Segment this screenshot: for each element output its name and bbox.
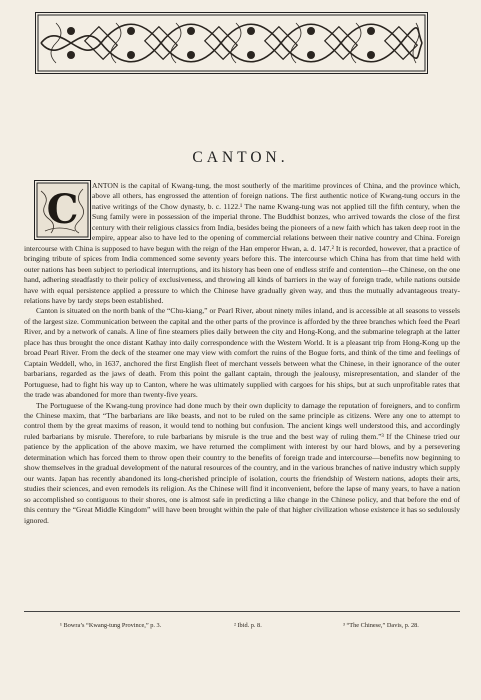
drop-cap-letter: C xyxy=(46,186,79,233)
footnote-1: ¹ Bowra’s “Kwang-tung Province,” p. 3. xyxy=(60,622,162,629)
lead-word: ANTON xyxy=(92,181,119,190)
article-body xyxy=(24,181,460,526)
footnote-2: ² Ibid. p. 8. xyxy=(234,622,262,629)
paragraph-2: Canton is situated on the north bank of the “Chu-kiang,” or Pearl River, about ninety miles inland, and is accessible at all seasons to vessels of the largest size. Communication between the capital and the other parts of the province is afforded by the three branches which feed the Pearl River, and by a network of canals. A line of fine steamers plies daily between the city and Hong-Kong, and the submarine telegraph at the latter place has thus brought the once distant Kathay into daily correspondence with the Western World. It is a pleasant trip from Hong-Kong up the broad Pearl River. From the deck of the steamer one may view with comfort the ruins of the Bogue forts, and think of the time and feelings of Captain Weddell, who, in 1637, anchored the first English fleet of merchant vessels between what the Chinese, in their ignorance of the outer barbarians, regarded as the jaws of death. From this point the gallant captain, through the jealousy, misrepresentation, and slander of the Portuguese, had to fight his way up to Canton, where he was ultimately supplied with cargoes for his ships, but at such unprofitable rates that the trade was abandoned for more than twenty-five years. xyxy=(24,306,460,400)
page-title: CANTON. xyxy=(192,149,289,166)
footnotes xyxy=(0,622,481,636)
paragraph-3: The Portuguese of the Kwang-tung province had done much by their own duplicity to damage the reputation of foreigners, and to confirm the Chinese maxim, that “The barbarians are like beasts, and not to be ruled on the same principle as citizens. Were any one to attempt to control them by the great maxims of reason, it would tend to nothing but confusion. The ancient kings well understood this, and accordingly ruled barbarians by misrule. Therefore, to rule barbarians by misrule is the true and the best way of ruling them.”³ If the Chinese tried our patience by the application of the above maxim, we have returned the compliment with interest by our hard blows, and by a persevering determination which has forced them to throw open their country to the benefits of foreign trade and intercourse—benefits now beginning to show themselves in the gradual development of the natural resources of the country, and in the various branches of native industry which supply our wants. Japan has recently abandoned its long-cherished principle of isolation, courts the friendship of Western nations, adopts their arts, studies their sciences, and even remodels its religion. As the Chinese will find it inconvenient, before the lapse of many years, to have a nation so accomplished so contiguous to their shores, one is almost safe in predicting a like change in the Chinese policy, and that before the end of this century the “Great Middle Kingdom” will have been brought within the pale of that higher civilization whose existence it has so sedulously ignored. xyxy=(24,400,460,525)
paragraph-1-text: is the capital of Kwang-tung, the most southerly of the maritime provinces of China, and the province which, above all others, has engrossed the attention of foreign nations. The first authentic notice of Kwang-tung occurs in the native writings of the Chow dynasty, b. c. 1122.¹ The name Kwang-tung was not applied till the fifth century, when the Sung family were in possession of the imperial throne. The Buddhist bonzes, who arrived towards the close of the first century with their religious classics from India, besides being the pioneers of a new faith which has taken deep root in the empire, appear also to have led to the opening of commercial relations between their native country and China. Foreign intercourse with China is supposed to have begun with the reign of the Han emperor Hwan, a. d. 147.² It is recorded, however, that a practice of bringing tribute of spices from India commenced some seventy years before this. The intercourse which China has from that time held with outer nations has been subject to periodical interruptions, and its history has been one of endless strife and contention—the Chinese, on the one hand, adhering steadfastly to their policy of exclusiveness, and throwing all kinds of barriers in the way of foreign trade, while nations outside have with equal persistence applied a pressure to which the Chinese have gradually given way, and thus the mutually advantageous treaty-relations have by tardy steps been established. xyxy=(24,181,460,305)
floral-ornament-icon xyxy=(36,13,427,73)
drop-cap-spacer xyxy=(24,181,90,241)
decorative-header-band xyxy=(35,12,428,74)
footnote-3: ³ “The Chinese,” Davis, p. 28. xyxy=(343,622,419,629)
footnote-divider xyxy=(24,611,460,612)
